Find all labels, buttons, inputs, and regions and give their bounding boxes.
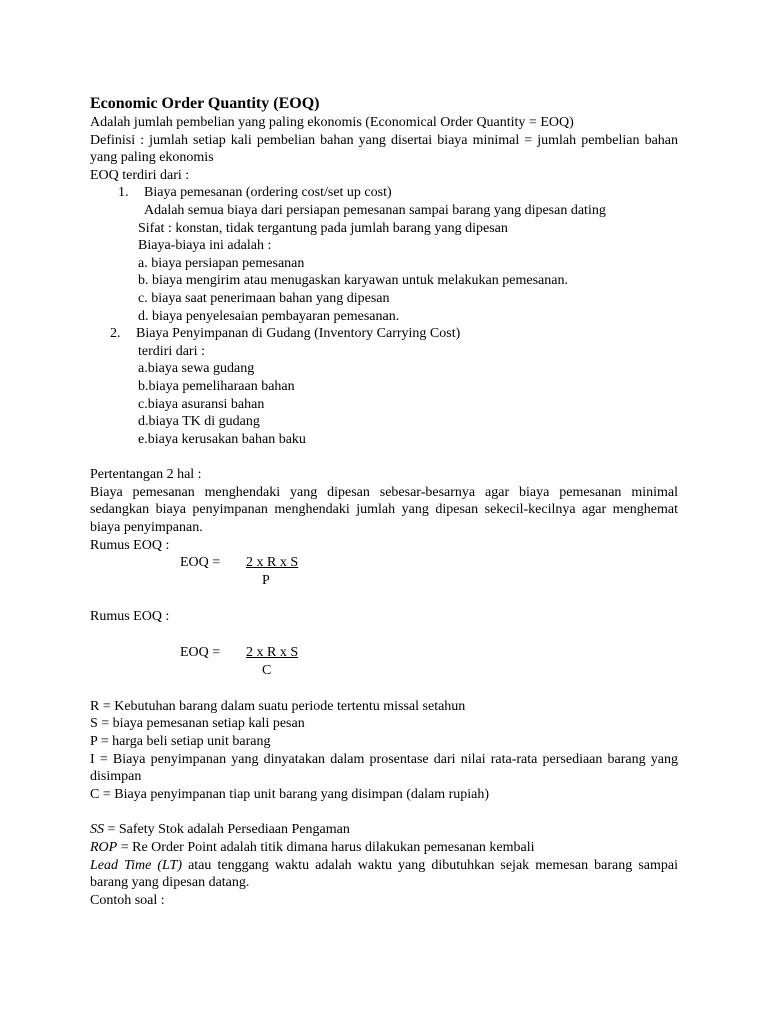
definition-line: P = harga beli setiap unit barang: [90, 734, 271, 750]
rumus-label: Rumus EOQ :: [90, 537, 170, 553]
term-text: = Re Order Point adalah titik dimana harus dilakukan pemesanan kembali: [117, 840, 535, 855]
contoh-soal-heading: Contoh soal :: [90, 892, 165, 908]
ordering-cost-description: Adalah semua biaya dari persiapan pemesanan sampai barang yang dipesan dating: [144, 202, 606, 218]
term-name: Lead Time (LT): [90, 857, 182, 873]
ordering-cost-lead: Biaya-biaya ini adalah :: [138, 238, 272, 254]
term-name: ROP: [90, 840, 118, 855]
term-name: SS: [90, 822, 104, 838]
term-line: [90, 821, 678, 839]
eoq-formula-c: [90, 644, 678, 680]
term-text: = Safety Stok adalah Persediaan Pengaman: [104, 822, 350, 838]
list-item-ordering-cost: [90, 184, 678, 325]
eoq-formula-p: [90, 554, 678, 590]
eoq-components-heading: EOQ terdiri dari :: [90, 167, 190, 183]
definition-line: S = biaya pemesanan setiap kali pesan: [90, 716, 305, 732]
sub-item: a.biaya sewa gudang: [138, 361, 255, 377]
definition-line: C = Biaya penyimpanan tiap unit barang yang disimpan (dalam rupiah): [90, 786, 490, 802]
document-title: Economic Order Quantity (EOQ): [90, 95, 320, 112]
list-item-carrying-cost: [90, 325, 678, 448]
definition-line: R = Kebutuhan barang dalam suatu periode tertentu missal setahun: [90, 698, 466, 714]
sub-item: c.biaya asuransi bahan: [138, 396, 265, 412]
definition-paragraph: Definisi : jumlah setiap kali pembelian bahan yang disertai biaya minimal = jumlah pembelian bahan yang paling ekonomis: [90, 132, 678, 166]
term-line: [90, 857, 678, 892]
formula-numerator: 2 x R x S: [246, 555, 299, 571]
intro-line: Adalah jumlah pembelian yang paling ekonomis (Economical Order Quantity = EOQ): [90, 115, 574, 130]
sub-item: c. biaya saat penerimaan bahan yang dipesan: [138, 290, 390, 306]
carrying-cost-lead: terdiri dari :: [138, 343, 205, 359]
list-number: 1.: [118, 185, 129, 201]
sub-item: b. biaya mengirim atau menugaskan karyawan untuk melakukan pemesanan.: [138, 273, 568, 289]
sub-item: b.biaya pemeliharaan bahan: [138, 378, 295, 394]
formula-lhs: EOQ =: [180, 555, 221, 571]
sub-item: d.biaya TK di gudang: [138, 414, 260, 430]
sub-item: d. biaya penyelesaian pembayaran pemesanan.: [138, 308, 400, 324]
formula-lhs: EOQ =: [180, 644, 221, 660]
pertentangan-paragraph: Biaya pemesanan menghendaki yang dipesan sebesar-besarnya agar biaya pemesanan minimal sedangkan biaya penyimpanan menghendaki jumlah yang dipesan sekecil-kecilnya agar menghemat biaya penyimpanan.: [90, 484, 678, 536]
sub-item: e.biaya kerusakan bahan baku: [138, 431, 306, 447]
list-item-heading: Biaya pemesanan (ordering cost/set up cost): [144, 185, 392, 201]
formula-numerator: 2 x R x S: [246, 644, 299, 660]
rumus-label: Rumus EOQ :: [90, 609, 170, 625]
formula-denominator: P: [262, 573, 270, 589]
term-line: [90, 839, 678, 857]
list-item-heading: Biaya Penyimpanan di Gudang (Inventory Carrying Cost): [136, 326, 461, 342]
list-number: 2.: [110, 326, 121, 342]
sub-item: a. biaya persiapan pemesanan: [138, 255, 305, 271]
document-content: [90, 95, 678, 909]
pertentangan-heading: Pertentangan 2 hal :: [90, 467, 202, 483]
formula-denominator: C: [262, 662, 272, 678]
definition-line: I = Biaya penyimpanan yang dinyatakan dalam prosentase dari nilai rata-rata persediaan barang yang disimpan: [90, 751, 678, 785]
ordering-cost-sifat: Sifat : konstan, tidak tergantung pada jumlah barang yang dipesan: [138, 220, 508, 236]
term-text: atau tenggang waktu adalah waktu yang dibutuhkan sejak memesan barang sampai barang yang dipesan datang.: [90, 857, 679, 891]
